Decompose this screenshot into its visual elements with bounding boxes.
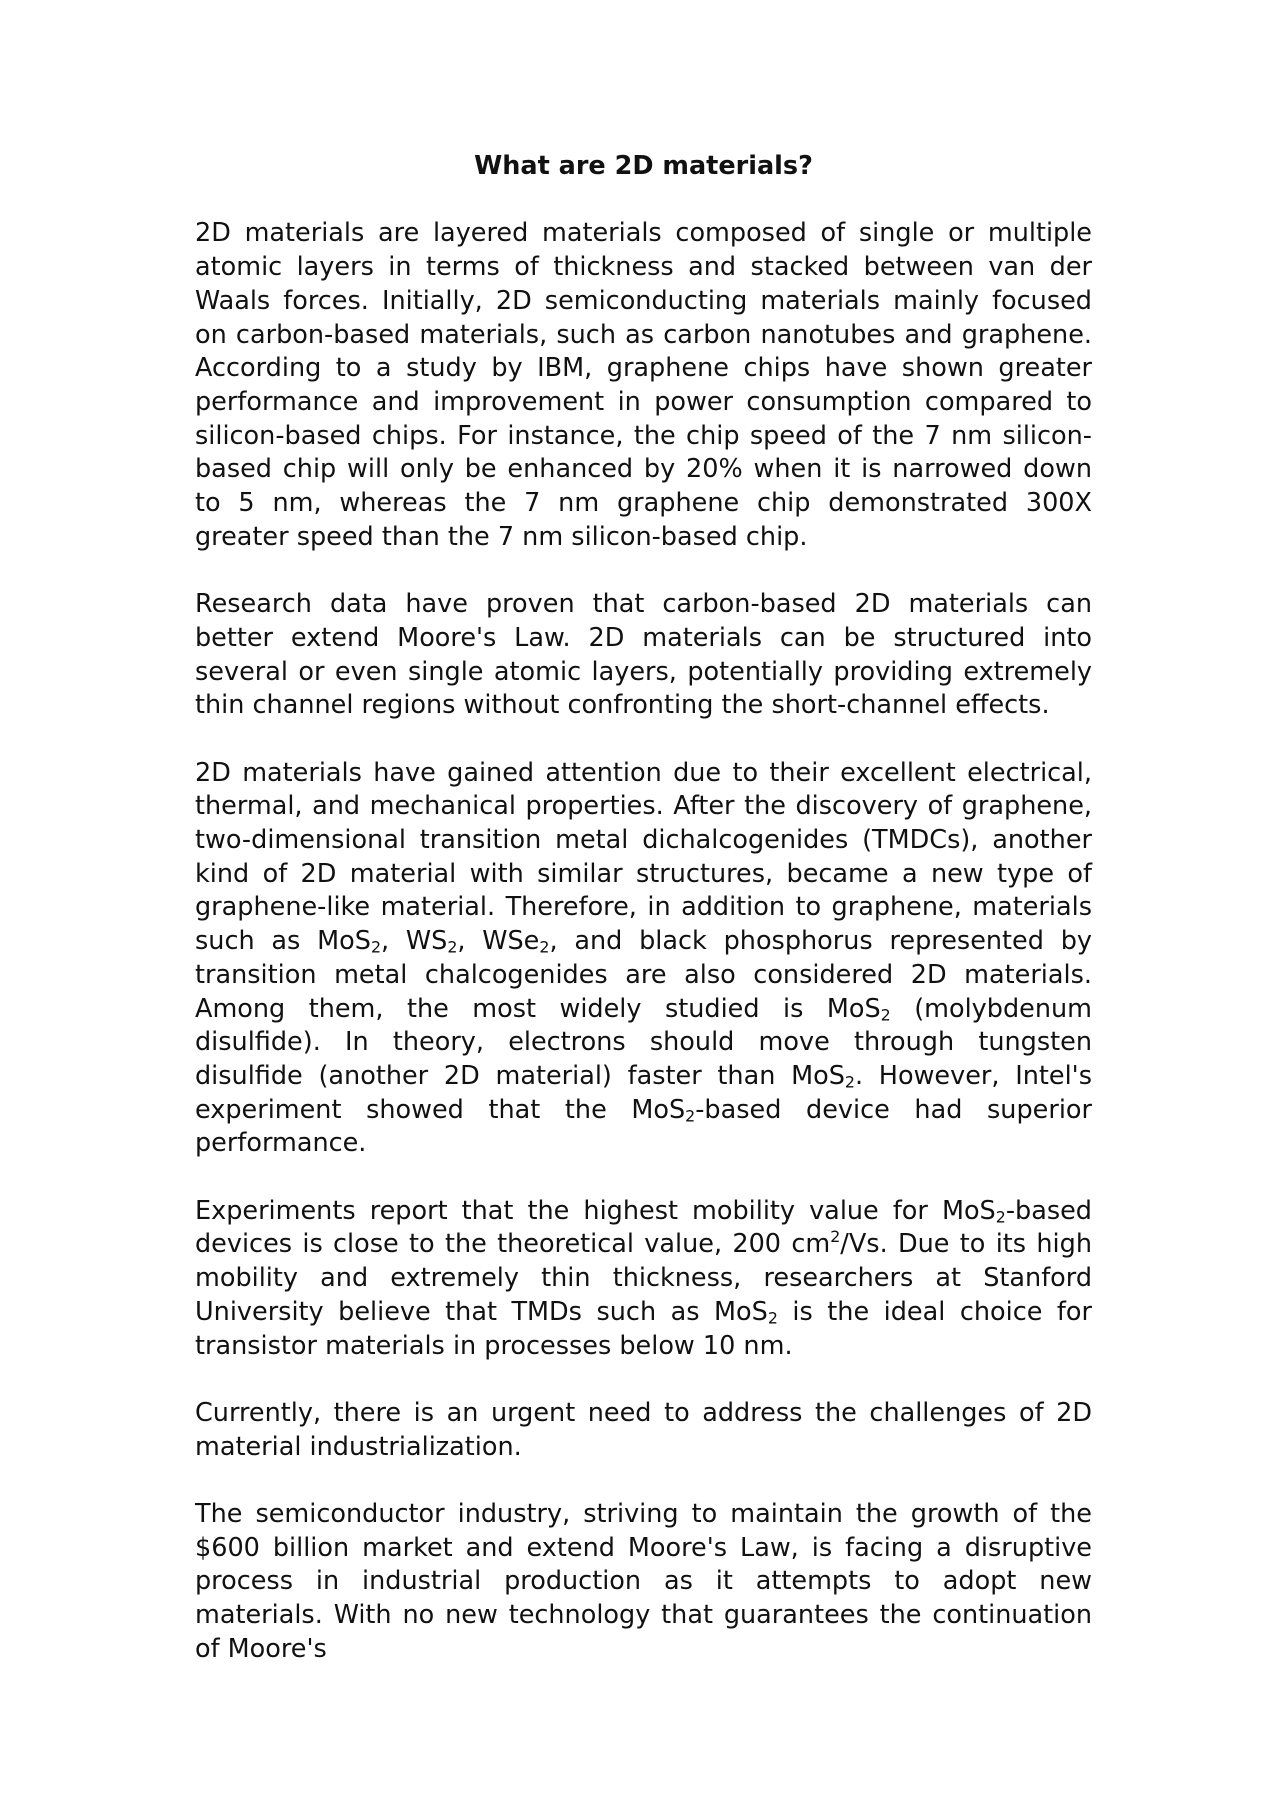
paragraph-3-text: , and black phosphorus represented by transition metal chalcogenides are also considered 2D materials. Among them, the most widely studied is MoS <box>195 926 1092 1024</box>
subscript: 2 <box>539 937 550 957</box>
subscript: 2 <box>995 1207 1006 1227</box>
subscript: 2 <box>447 937 458 957</box>
paragraph-4 <box>195 1195 1092 1364</box>
paragraph-6: The semiconductor industry, striving to maintain the growth of the $600 billion market and extend Moore's Law, is facing a disruptive process in industrial production as it attempts to adopt new materials. With no new technology that guarantees the continuation of Moore's <box>195 1499 1092 1664</box>
paragraph-4-text: -based devices is close to the theoretical value, 200 cm <box>195 1195 1092 1260</box>
subscript: 2 <box>370 937 381 957</box>
paragraph-4-text: is the ideal choice for transistor materials in processes below 10 nm. <box>195 1296 1092 1361</box>
paragraph-3-text: -based device had superior performance. <box>195 1094 1092 1159</box>
document-body <box>195 150 1092 1700</box>
subscript: 2 <box>844 1072 855 1092</box>
paragraph-4-text: Experiments report that the highest mobility value for MoS <box>195 1195 996 1226</box>
page-title: What are 2D materials? <box>474 151 813 181</box>
paragraph-3-text: (molybdenum disulfide). In theory, electrons should move through tungsten disulfide (another 2D material) faster than MoS <box>195 993 1092 1091</box>
paragraph-3 <box>195 757 1092 1161</box>
subscript: 2 <box>685 1106 696 1126</box>
paragraph-3-text: . However, Intel's experiment showed that the MoS <box>195 1060 1092 1125</box>
paragraph-3-text: 2D materials have gained attention due to their excellent electrical, thermal, and mechanical properties. After the discovery of graphene, two-dimensional transition metal dichalcogenides (TMDCs), another kind of 2D material with similar structures, became a new type of graphene-like material. Therefore, in addition to graphene, materials such as MoS <box>195 757 1092 957</box>
paragraph-2: Research data have proven that carbon-based 2D materials can better extend Moore's Law. 2D materials can be structured into several or even single atomic layers, potentially providing extremely thin channel regions without confronting the short-channel effects. <box>195 589 1092 721</box>
subscript: 2 <box>767 1308 778 1328</box>
paragraph-1: 2D materials are layered materials composed of single or multiple atomic layers in terms of thickness and stacked between van der Waals forces. Initially, 2D semiconducting materials mainly focused on carbon-based materials, such as carbon nanotubes and graphene. According to a study by IBM, graphene chips have shown greater performance and improvement in power consumption compared to silicon-based chips. For instance, the chip speed of the 7 nm silicon-based chip will only be enhanced by 20% when it is narrowed down to 5 nm, whereas the 7 nm graphene chip demonstrated 300X greater speed than the 7 nm silicon-based chip. <box>195 218 1092 552</box>
paragraph-4-text: /Vs. Due to its high mobility and extremely thin thickness, researchers at Stanford University believe that TMDs such as MoS <box>195 1229 1092 1327</box>
superscript: 2 <box>830 1227 841 1247</box>
paragraph-3-text: , WS <box>381 926 448 957</box>
subscript: 2 <box>880 1005 891 1024</box>
paragraph-3-text: , WSe <box>457 926 540 957</box>
paragraph-5: Currently, there is an urgent need to address the challenges of 2D material industrialization. <box>195 1397 1092 1462</box>
